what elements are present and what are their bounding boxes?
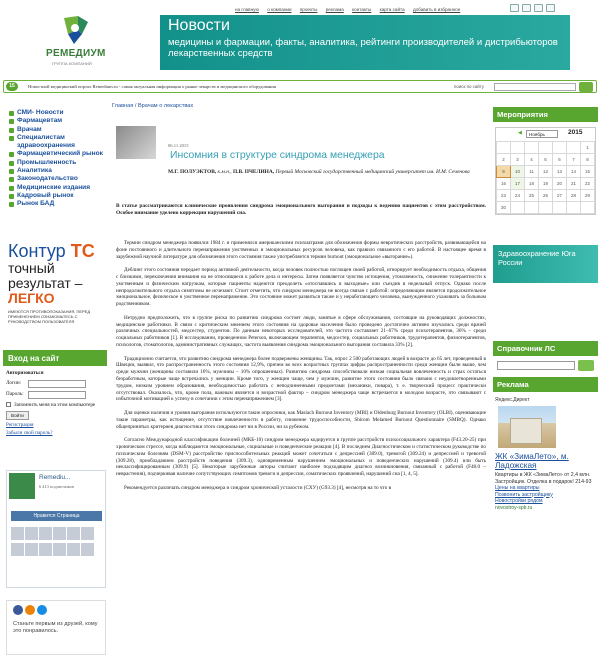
remedium-logo[interactable] bbox=[46, 14, 136, 72]
article-paragraph: Для оценки наличия и уровня выгорания используются такие опросники, как Maslach Burnout Inventory (MBI) и Oldenburg Burnout Inventory (OLBI), оценивающие такие параметры, как истощение, отсутствие вовлеченности в работу, снижение трудоспособности, Shirom Melamed Burnout Questionnaire (SMBQ). Однако общепринятых критериев диагностики этого синдрома нет ни в России, ни за рубежом. bbox=[116, 409, 486, 430]
vk-subscribers-avatars bbox=[11, 527, 103, 555]
calendar-day[interactable] bbox=[525, 202, 539, 214]
calendar-day[interactable]: 11 bbox=[525, 166, 539, 178]
events-calendar bbox=[495, 127, 596, 215]
drug-search-button[interactable] bbox=[578, 360, 594, 371]
calendar-day[interactable]: 29 bbox=[581, 190, 595, 202]
avatar[interactable] bbox=[11, 527, 24, 540]
ad-url[interactable]: novostroy-spb.ru bbox=[495, 504, 533, 511]
calendar-day[interactable] bbox=[553, 202, 567, 214]
rss-icon[interactable] bbox=[546, 4, 555, 12]
calendar-day[interactable]: 5 bbox=[539, 154, 553, 166]
avatar[interactable] bbox=[39, 527, 52, 540]
kontur-ad-line3: результат – bbox=[8, 275, 83, 291]
calendar-day[interactable]: 22 bbox=[581, 178, 595, 190]
events-header: Мероприятия bbox=[493, 107, 598, 122]
avatar[interactable] bbox=[11, 543, 24, 556]
calendar-day[interactable]: 28 bbox=[567, 190, 581, 202]
nav-home-link[interactable]: на главную bbox=[235, 7, 259, 12]
top-navigation bbox=[235, 7, 467, 12]
calendar-day[interactable] bbox=[525, 142, 539, 154]
nav-ads-link[interactable]: реклама bbox=[325, 7, 344, 12]
portal-badge: 15 bbox=[6, 82, 18, 91]
password-label: Пароль: bbox=[6, 391, 24, 397]
yandex-direct-ad bbox=[495, 397, 596, 511]
register-link[interactable]: Регистрация bbox=[6, 422, 34, 428]
avatar[interactable] bbox=[67, 527, 80, 540]
sidebar-item-industry[interactable]: Промышленность bbox=[9, 159, 107, 167]
site-header bbox=[0, 0, 600, 76]
vk-group-name[interactable]: Remediu... bbox=[39, 474, 71, 481]
calendar-day[interactable] bbox=[581, 202, 595, 214]
calendar-day-today[interactable]: 9 bbox=[497, 166, 511, 178]
portal-description: Новостной медицинский портал Remedium.ru - самая актуальная информация о рынке лекарств и медицинского оборудования bbox=[28, 84, 276, 89]
home-icon[interactable] bbox=[510, 4, 519, 12]
sidebar-item-pharma-market[interactable]: Фармацевтический рынок bbox=[9, 150, 107, 158]
banner-subtitle: медицины и фармации, факты, аналитика, рейтинги производителей и дистрибьюторов лекарственных средств bbox=[168, 37, 558, 59]
login-title: Авторизоваться bbox=[6, 370, 44, 376]
sidebar-item-bad-market[interactable]: Рынок БАД bbox=[9, 200, 107, 208]
logo-mark-icon bbox=[60, 14, 90, 46]
sidebar-item-news[interactable]: СМИ- Новости bbox=[9, 109, 107, 117]
odnoklassniki-icon[interactable] bbox=[25, 605, 35, 615]
calendar-day[interactable]: 3 bbox=[511, 154, 525, 166]
vk-subscriber-count: 6 413 подписчиков bbox=[39, 484, 74, 489]
nav-about-link[interactable]: о компании bbox=[267, 7, 292, 12]
calendar-day[interactable]: 24 bbox=[511, 190, 525, 202]
calendar-day[interactable]: 18 bbox=[525, 178, 539, 190]
calendar-day[interactable] bbox=[497, 142, 511, 154]
calendar-day[interactable]: 16 bbox=[497, 178, 511, 190]
sidebar-item-analytics[interactable]: Аналитика bbox=[9, 167, 107, 175]
article-authors bbox=[168, 168, 486, 177]
calendar-day[interactable]: 7 bbox=[567, 154, 581, 166]
article-paragraph: Нетрудно предположить, что в группе риска по развитию синдрома состоят люди, занятые в сфере обслуживания, состоящие на руководящих должностях, медицинские работники. В связи с критическим мнением этого состояния на здоровье населения было проведено достаточно активно изучались среди врачей различных специальностей, медсестер, студентов. По данным некоторых исследователей, это частота составляет 21–67% среди психотерапевтов, 36% – среди социальных работников [1]. В исследовании, проведенном Peterson, включающем терапевтов, медсестер, социальных работников, трудотерапевтов, физиотерапевтов, психологов, стоматологов, административных служащих, частота выявления синдрома эмоционального выгорания составила 33% [2]. bbox=[116, 314, 486, 348]
breadcrumb[interactable]: Главная / Врачам о лекарствах bbox=[112, 103, 194, 109]
kontur-ad-banner[interactable] bbox=[8, 242, 106, 342]
calendar-grid bbox=[496, 141, 595, 214]
login-label: Логин: bbox=[6, 380, 22, 386]
article-paragraph: Деблинг этого состояния передает период активной деятельности, когда человек полностью поглощен своей работой, игнорирует необходимость отдыха, общения с близкими, переключения внимания на не относящиеся к работе дела и интересы. Затем появляется чувство истощения, утомляемость, снижение толерантности к умственным и физическим нагрузкам, которые пациенты надеются преодолеть «отоспавшись в выходные» или съездив в недельный отпуск. Однако после непродолжительного отдыха симптомы не исчезают. Стоит отметить, что синдром менеджера не всегда связан с работой: определяющим является продолжительное эмоциональное, физическое и умственное перенапряжение. Это состояние может развиться также и у неработающего человека, вынужденного ухаживать за больным родственником. bbox=[116, 267, 486, 308]
calendar-day[interactable]: 26 bbox=[539, 190, 553, 202]
sidebar-item-specialists[interactable]: Специалистам здравоохранения bbox=[9, 134, 107, 151]
calendar-day[interactable]: 15 bbox=[581, 166, 595, 178]
article-thumbnail bbox=[116, 126, 156, 159]
author-2: П.В. ПЧЕЛИНА, bbox=[232, 169, 275, 175]
calendar-day[interactable]: 14 bbox=[567, 166, 581, 178]
calendar-day[interactable]: 25 bbox=[525, 190, 539, 202]
nav-sitemap-link[interactable]: карта сайта bbox=[379, 7, 405, 12]
avatar[interactable] bbox=[53, 543, 66, 556]
calendar-day[interactable]: 17 bbox=[511, 178, 525, 190]
password-input[interactable] bbox=[28, 391, 86, 399]
calendar-day[interactable]: 27 bbox=[553, 190, 567, 202]
avatar[interactable] bbox=[67, 543, 80, 556]
login-submit-button[interactable]: Войти bbox=[6, 411, 29, 420]
calendar-day[interactable]: 2 bbox=[497, 154, 511, 166]
ads-header: Реклама bbox=[493, 377, 598, 392]
facebook-icon[interactable] bbox=[13, 605, 23, 615]
ad-title[interactable]: ЖК «ЗимаЛето», м. Ладожская bbox=[495, 452, 569, 470]
header-banner bbox=[160, 15, 570, 70]
drug-search-input[interactable] bbox=[497, 361, 575, 370]
author-1: М.Г. ПОЛУЭКТОВ, bbox=[168, 169, 217, 175]
calendar-day[interactable] bbox=[567, 142, 581, 154]
avatar[interactable] bbox=[25, 527, 38, 540]
calendar-day[interactable] bbox=[511, 202, 525, 214]
author-1-degree: к.м.н., bbox=[216, 169, 233, 175]
avatar[interactable] bbox=[81, 543, 94, 556]
article-paragraph: Рекомендуется различать синдром менеджера и синдром хронической усталости (СХУ) (G93.3) [4], несмотря на то что в bbox=[124, 484, 392, 491]
avatar[interactable] bbox=[53, 527, 66, 540]
calendar-day[interactable] bbox=[539, 202, 553, 214]
calendar-day[interactable]: 21 bbox=[567, 178, 581, 190]
article-abstract: В статье рассматриваются клинические проявления синдрома эмоционального выгорания и подходы к ведению пациентов с этим расстройством. Особое внимание уделено коррекции нарушений сна. bbox=[116, 203, 486, 216]
left-sidebar bbox=[3, 97, 107, 634]
calendar-day[interactable]: 4 bbox=[525, 154, 539, 166]
sidebar-item-publications[interactable]: Медицинские издания bbox=[9, 184, 107, 192]
kontur-ad-line4: ЛЕГКО bbox=[8, 290, 55, 306]
drug-reference-header: Справочник ЛС bbox=[493, 341, 598, 356]
remember-label: Запомнить меня на этом компьютере bbox=[14, 402, 96, 408]
calendar-day[interactable] bbox=[539, 142, 553, 154]
vk-like-button[interactable]: Нравится Страница bbox=[11, 511, 102, 521]
sidebar-item-jobs[interactable]: Кадровый рынок bbox=[9, 192, 107, 200]
article-title: Инсомния в структуре синдрома менеджера bbox=[170, 150, 385, 161]
logo-subtitle: ГРУППА КОМПАНИЙ bbox=[52, 61, 92, 66]
calendar-day[interactable] bbox=[553, 142, 567, 154]
mail-icon[interactable] bbox=[522, 4, 531, 12]
calendar-month-select[interactable]: Ноябрь bbox=[526, 130, 558, 138]
calendar-year: 2015 bbox=[568, 129, 583, 136]
calendar-day[interactable]: 20 bbox=[553, 178, 567, 190]
sidebar-item-doctors[interactable]: Врачам bbox=[9, 126, 107, 134]
article-body bbox=[116, 240, 486, 498]
nav-projects-link[interactable]: проекты bbox=[299, 7, 318, 12]
kontur-ad-line1: Контур bbox=[8, 241, 66, 261]
sitemap-icon[interactable] bbox=[534, 4, 543, 12]
kontur-ad-line1b: ТС bbox=[70, 241, 95, 261]
login-header: Вход на сайт bbox=[3, 350, 107, 366]
article-date: 06.11.2015 bbox=[168, 143, 189, 148]
avatar[interactable] bbox=[81, 527, 94, 540]
banner-title: Новости bbox=[168, 17, 230, 34]
logo-brand: РЕМЕДИУМ bbox=[46, 48, 106, 59]
calendar-day[interactable]: 13 bbox=[553, 166, 567, 178]
nav-favorites-link[interactable]: добавить в избранное bbox=[412, 7, 461, 12]
calendar-day[interactable]: 12 bbox=[539, 166, 553, 178]
article-paragraph: Термин синдром менеджера появился 1984 г. и применялся американскими психиатрами для обозначения формы невротических расстройств, развивающейся на фоне постоянного и длительного перенапряжения умственных и эмоциональных ресурсов человека, как правило связанного с его работой. В настоящее время в зарубежной научной литературе для обозначения этого состояния также употребляется термин burnout (эмоциональное «выгорание»). bbox=[116, 240, 486, 260]
calendar-day[interactable] bbox=[567, 202, 581, 214]
mailru-icon[interactable] bbox=[37, 605, 47, 615]
ad-image[interactable] bbox=[498, 406, 556, 448]
ad-link[interactable]: Позвонить застройщику bbox=[495, 491, 553, 498]
avatar[interactable] bbox=[39, 543, 52, 556]
calendar-day[interactable]: 10 bbox=[511, 166, 525, 178]
calendar-day[interactable]: 8 bbox=[581, 154, 595, 166]
calendar-day[interactable]: 30 bbox=[497, 202, 511, 214]
search-input[interactable] bbox=[494, 83, 576, 91]
article-paragraph: Согласно Международной классификации болезней (МКБ-10) синдром менеджера кодируется в группе расстройств психосоциального характера (F43.20-25) при хроническом стрессе, когда наблюдаются эмоциональные, социальные и поведенческие реакции [4]. В последнем Диагностическом и статистическом руководстве по психическим болезням (DSM-V) расстройство приспособительных реакций может сочетаться с депрессией (309.0), тревогой (309.24) и депрессией и тревогой (309.28), приобладанием расстройств поведения (309.3), одновременным нарушением эмоциональных и поведенческих нарушений (309.4) или быть неклассифицированным (309.9) [5]. Некоторые зарубежные авторы считают наиболее подходящим диагноз возникновения, связанный с работой (F48.0 – неврастения), подчеркивая наличие сопутствующих симптомов тревоги и депрессии, соматических проявлений, нарушений сна [1, 4, 5]. bbox=[116, 437, 486, 478]
forgot-password-link[interactable]: Забыли свой пароль? bbox=[6, 430, 53, 436]
author-affiliation: Первый Московский государственный медицинский университет им. И.М. Сеченова bbox=[274, 169, 470, 175]
social-widget-text: Станьте первым из друзей, кому это понравилось. bbox=[13, 621, 98, 634]
login-input[interactable] bbox=[28, 380, 86, 388]
sidebar-item-pharmacists[interactable]: Фармацевтам bbox=[9, 117, 107, 125]
search-label: поиск по сайту bbox=[454, 84, 484, 89]
portal-bar bbox=[3, 80, 597, 93]
sidebar-item-legislation[interactable]: Законодательство bbox=[9, 175, 107, 183]
calendar-day[interactable]: 23 bbox=[497, 190, 511, 202]
zdrav-banner[interactable]: Здравоохранение Юга России bbox=[493, 245, 598, 283]
calendar-day[interactable] bbox=[511, 142, 525, 154]
ad-link[interactable]: Цены на квартиры bbox=[495, 485, 540, 491]
calendar-day[interactable]: 19 bbox=[539, 178, 553, 190]
ad-label: Яндекс.Директ bbox=[495, 397, 530, 403]
sidebar-menu bbox=[3, 109, 107, 209]
article-paragraph: Традиционно считается, что развитию синдрома менеджера более подвержены женщины. Так, опрос 2 500 работающих людей в возрасте до 65 лет, проведенный в Швеции, выявил, что распространенность этого состояния 12,9%, причем во всех возрастных группах цифры распространенности среди женщин были выше, чем среди мужчин (женщины составили 16%, мужчины – 10% опрошенных). Развитию синдрома способствовали низкая социальная вовлеченность и страх остаться безработным, которые чаще встречались у женщин. Кроме того, у женщин чаще, чем у мужчин, развитие этого состояния было связано с неудовлетворенными трудом, низким уровнем образования, необходимостью работать с неподчиненными предметами (механики, повара), т. е. творческий процесс практически отсутствовал. Оказалось, что, кроме пола, важным является и возрастной фактор – синдром менеджера чаще встречается в молодом возрасте, что связывают с избыточной мотивацией к успеху в сочетании с этим перенапряжением [3]. bbox=[116, 355, 486, 403]
vk-widget bbox=[6, 470, 106, 588]
kontur-ad-line2: точный bbox=[8, 260, 55, 276]
search-button[interactable] bbox=[579, 82, 593, 92]
social-widget bbox=[6, 600, 106, 655]
calendar-day[interactable]: 6 bbox=[553, 154, 567, 166]
kontur-ad-fineprint: ИМЕЮТСЯ ПРОТИВОПОКАЗАНИЯ, ПЕРЕД ПРИМЕНЕНИЕМ ОЗНАКОМЬТЕСЬ С РУКОВОДСТВОМ ПОЛЬЗОВАТЕЛЯ bbox=[8, 309, 91, 324]
top-icons bbox=[510, 4, 558, 14]
nav-contacts-link[interactable]: контакты bbox=[352, 7, 372, 12]
avatar[interactable] bbox=[25, 543, 38, 556]
ad-text: Квартиры в ЖК «ЗимаЛето» от 2,4 млн. Застройщик. Отделка в подарок! 214-93 bbox=[495, 472, 592, 485]
calendar-prev-icon[interactable]: ◀ bbox=[518, 130, 522, 136]
vk-avatar[interactable] bbox=[9, 473, 35, 499]
remember-checkbox[interactable] bbox=[6, 402, 11, 407]
ad-link[interactable]: Новостройки рядом bbox=[495, 498, 543, 504]
calendar-day[interactable]: 1 bbox=[581, 142, 595, 154]
login-form bbox=[3, 370, 107, 436]
